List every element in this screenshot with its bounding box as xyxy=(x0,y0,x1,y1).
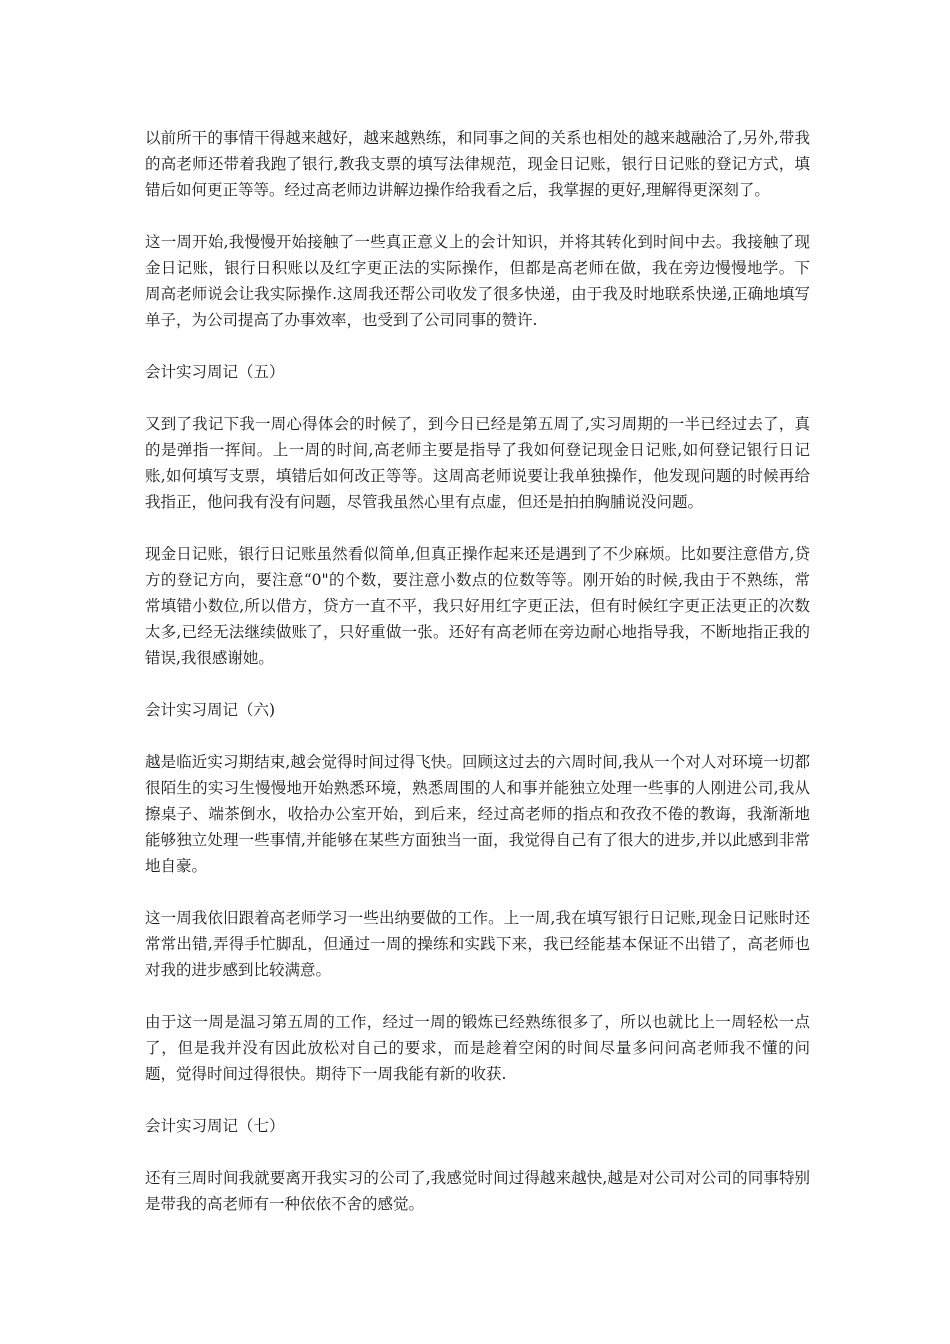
paragraph: 这一周开始,我慢慢开始接触了一些真正意义上的会计知识，并将其转化到时间中去。我接触了现金日记账，银行日积账以及红字更正法的实际操作，但都是高老师在做，我在旁边慢慢地学。下周高老师说会让我实际操作.这周我还帮公司收发了很多快递，由于我及时地联系快递,正确地填写单子，为公司提高了办事效率，也受到了公司同事的赞许. xyxy=(145,233,810,329)
section-heading: 会计实习周记（六) xyxy=(145,701,276,719)
section-heading: 会计实习周记（七） xyxy=(145,1117,285,1135)
paragraph: 越是临近实习期结束,越会觉得时间过得飞快。回顾这过去的六周时间,我从一个对人对环境一切都很陌生的实习生慢慢地开始熟悉环境，熟悉周围的人和事并能独立处理一些事的人刚进公司,我从擦桌子、端茶倒水，收拾办公室开始，到后来，经过高老师的指点和孜孜不倦的教诲，我渐渐地能够独立处理一些事情,并能够在某些方面独当一面，我觉得自己有了很大的进步,并以此感到非常地自豪。 xyxy=(145,753,810,875)
paragraph: 这一周我依旧跟着高老师学习一些出纳要做的工作。上一周,我在填写银行日记账,现金日记账时还常常出错,弄得手忙脚乱，但通过一周的操练和实践下来，我已经能基本保证不出错了，高老师也对我的进步感到比较满意。 xyxy=(145,909,810,979)
paragraph: 由于这一周是温习第五周的工作，经过一周的锻炼已经熟练很多了，所以也就比上一周轻松一点了，但是我并没有因此放松对自己的要求，而是趁着空闲的时间尽量多问问高老师我不懂的问题，觉得时间过得很快。期待下一周我能有新的收获. xyxy=(145,1013,810,1083)
section-heading: 会计实习周记（五） xyxy=(145,363,285,381)
paragraph: 还有三周时间我就要离开我实习的公司了,我感觉时间过得越来越快,越是对公司对公司的同事特别是带我的高老师有一种依依不舍的感觉。 xyxy=(145,1169,810,1213)
document-page xyxy=(145,125,810,1243)
paragraph: 又到了我记下我一周心得体会的时候了，到今日已经是第五周了,实习周期的一半已经过去了，真的是弹指一挥间。上一周的时间,高老师主要是指导了我如何登记现金日记账,如何登记银行日记账,如何填写支票，填错后如何改正等等。这周高老师说要让我单独操作，他发现问题的时候再给我指正，他问我有没有问题，尽管我虽然心里有点虚，但还是拍拍胸脯说没问题。 xyxy=(145,415,810,511)
paragraph: 以前所干的事情干得越来越好，越来越熟练，和同事之间的关系也相处的越来越融洽了,另外,带我的高老师还带着我跑了银行,教我支票的填写法律规范，现金日记账，银行日记账的登记方式，填错后如何更正等等。经过高老师边讲解边操作给我看之后，我掌握的更好,理解得更深刻了。 xyxy=(145,129,810,199)
paragraph: 现金日记账，银行日记账虽然看似简单,但真正操作起来还是遇到了不少麻烦。比如要注意借方,贷方的登记方向，要注意“0"的个数，要注意小数点的位数等等。刚开始的时候,我由于不熟练，常常填错小数位,所以借方，贷方一直不平，我只好用红字更正法，但有时候红字更正法更正的次数太多,已经无法继续做账了，只好重做一张。还好有高老师在旁边耐心地指导我，不断地指正我的错误,我很感谢她。 xyxy=(145,545,810,667)
